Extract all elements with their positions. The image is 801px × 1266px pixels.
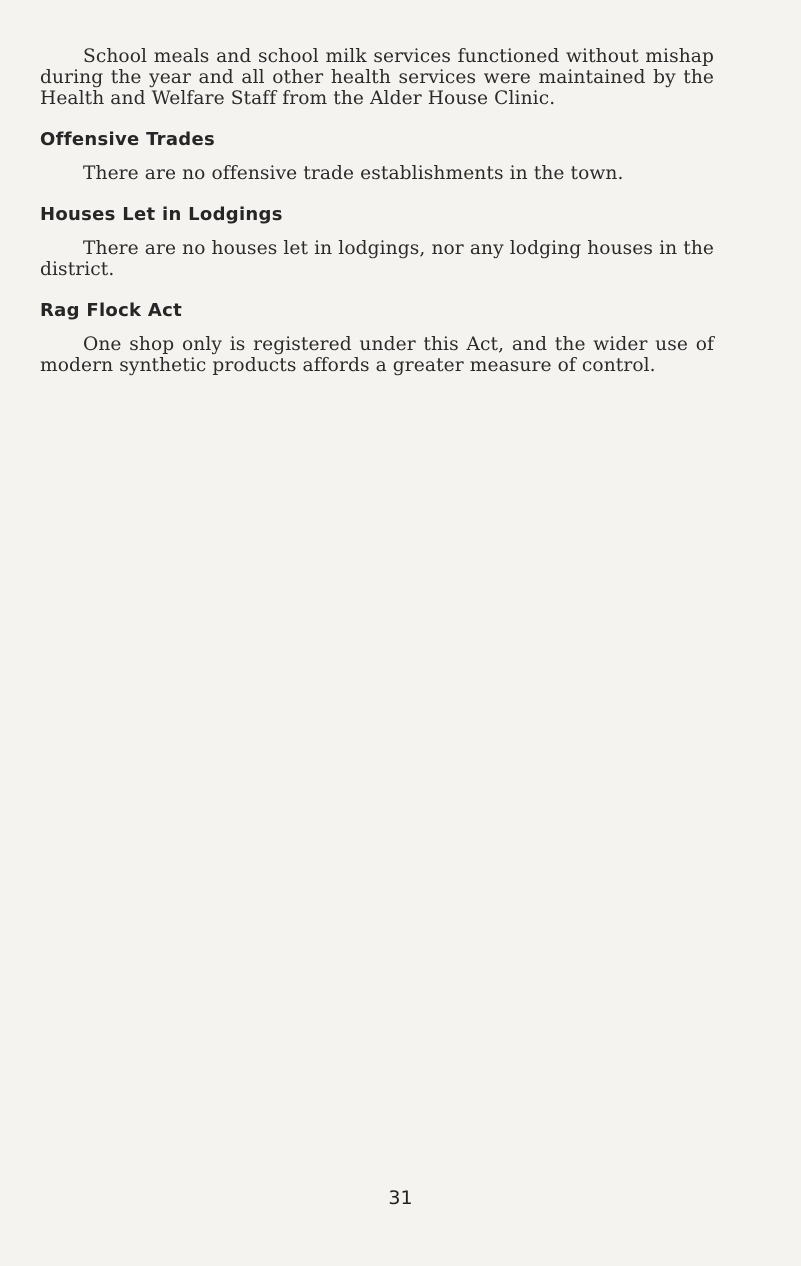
document-page <box>40 46 714 376</box>
section-paragraph: One shop only is registered under this Act, and the wider use of modern synthetic products affords a greater measure of control. <box>40 334 714 376</box>
section-heading: Rag Flock Act <box>40 300 183 321</box>
section-heading: Offensive Trades <box>40 129 216 150</box>
section-houses-let-in-lodgings <box>40 204 714 280</box>
section-paragraph: There are no houses let in lodgings, nor any lodging houses in the district. <box>40 238 714 280</box>
section-heading: Houses Let in Lodgings <box>40 204 283 225</box>
intro-paragraph: School meals and school milk services functioned without mishap during the year and all other health services were maintained by the Health and Welfare Staff from the Alder House Clinic. <box>40 46 714 109</box>
section-paragraph: There are no offensive trade establishments in the town. <box>83 163 624 184</box>
page-number: 31 <box>388 1187 413 1209</box>
section-rag-flock-act <box>40 300 714 376</box>
section-offensive-trades <box>40 129 714 184</box>
